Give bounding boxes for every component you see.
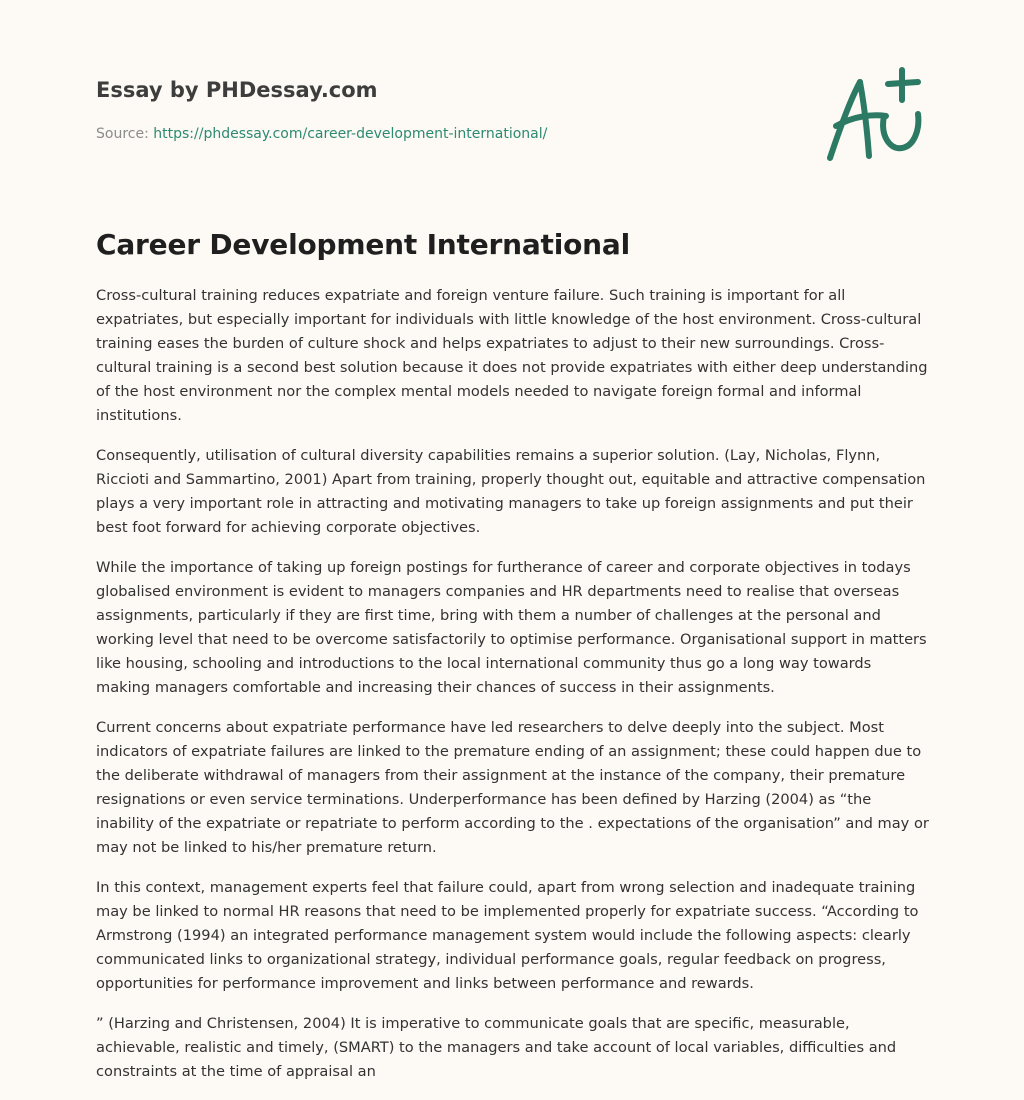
- site-brand: Essay by PHDessay.com: [96, 78, 378, 102]
- source-label: Source:: [96, 126, 149, 142]
- article-paragraph: ” (Harzing and Christensen, 2004) It is imperative to communicate goals that are specific, measurable, achievable, realistic and timely, (SMART) to the managers and take account of local variables, difficulties and constraints at the time of appraisal an: [96, 1015, 897, 1080]
- a-plus-grade-icon: [820, 64, 930, 168]
- article-paragraph: In this context, management experts feel that failure could, apart from wrong selection and inadequate training may be linked to normal HR reasons that need to be implemented properly for expatriate success. “According to Armstrong (1994) an integrated performance management system would include the following aspects: clearly communicated links to organizational strategy, individual performance goals, regular feedback on progress, opportunities for performance improvement and links between performance and rewards.: [96, 879, 919, 992]
- source-line: [96, 124, 796, 144]
- source-link[interactable]: https://phdessay.com/career-development-international/: [153, 126, 548, 142]
- article-paragraph: While the importance of taking up foreign postings for furtherance of career and corporate objectives in todays globalised environment is evident to managers companies and HR departments need to realise that overseas assignments, particularly if they are first time, bring with them a number of challenges at the personal and working level that need to be overcome satisfactorily to optimise performance. Organisational support in matters like housing, schooling and introductions to the local international community thus go a long way towards making managers comfortable and increasing their chances of success in their assignments.: [96, 559, 927, 696]
- page-header: [96, 76, 796, 144]
- article-paragraph: Cross-cultural training reduces expatriate and foreign venture failure. Such training is important for all expatriates, but especially important for individuals with little knowledge of the host environment. Cross-cultural training eases the burden of culture shock and helps expatriates to adjust to their new surroundings. Cross-cultural training is a second best solution because it does not provide expatriates with either deep understanding of the host environment nor the complex mental models needed to navigate foreign formal and informal institutions.: [96, 287, 928, 424]
- article-paragraph: Current concerns about expatriate performance have led researchers to delve deeply into the subject. Most indicators of expatriate failures are linked to the premature ending of an assignment; these could happen due to the deliberate withdrawal of managers from their assignment at the instance of the company, their premature resignations or even service terminations. Underperformance has been defined by Harzing (2004) as “the inability of the expatriate or repatriate to perform according to the . expectations of the organisation” and may or may not be linked to his/her premature return.: [96, 719, 929, 856]
- article-body: [96, 284, 930, 1100]
- article-paragraph: Consequently, utilisation of cultural diversity capabilities remains a superior solution. (Lay, Nicholas, Flynn, Riccioti and Sammartino, 2001) Apart from training, properly thought out, equitable and attractive compensation plays a very important role in attracting and motivating managers to take up foreign assignments and put their best foot forward for achieving corporate objectives.: [96, 447, 926, 536]
- article-title: Career Development International: [96, 228, 630, 261]
